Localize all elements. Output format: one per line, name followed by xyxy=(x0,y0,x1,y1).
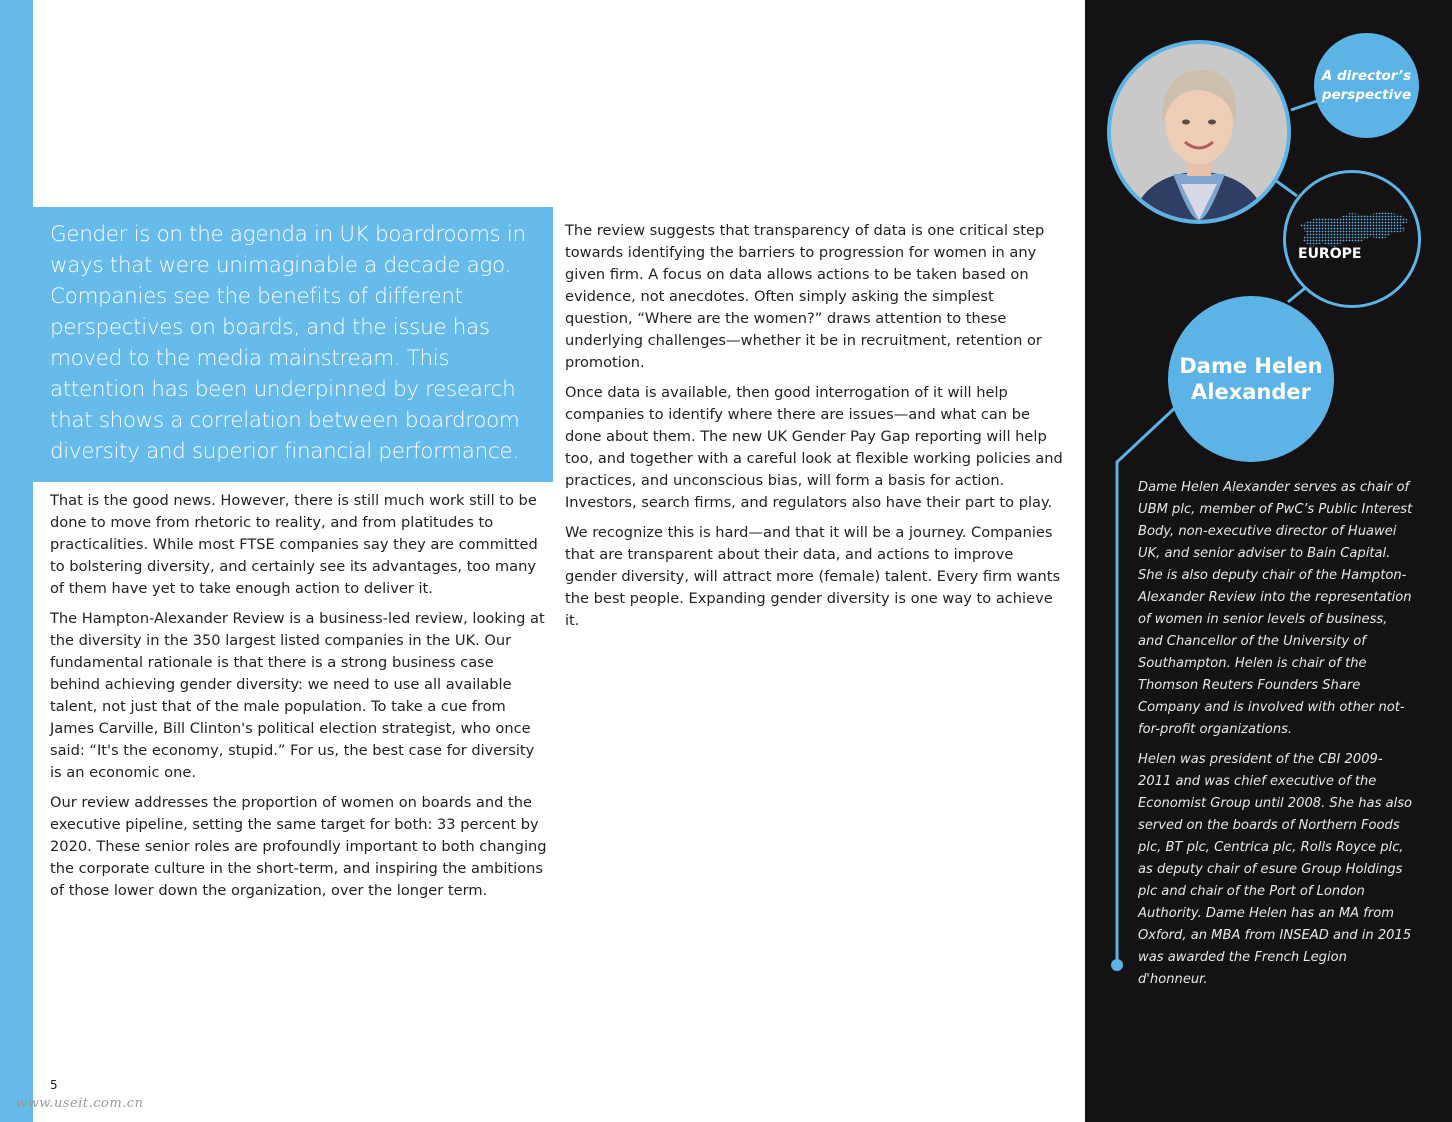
bio-paragraph-2: Helen was president of the CBI 2009-2011 and was chief executive of the Economist Group until 2008. She has also served on the boards of Northern Foods plc, BT plc, Centrica plc, Rolls Royce plc, as deputy chair of esure Group Holdings plc and chair of the Port of London Authority. Dame Helen has an MA from Oxford, an MBA from INSEAD and in 2015 was awarded the French Legion d'honneur. xyxy=(1138,752,1413,987)
left-paragraph-3: Our review addresses the proportion of women on boards and the executive pipeline, setting the same target for both: 33 percent by 2020. These senior roles are profoundly important to both changing the corporate culture in the short-term, and inspiring the ambitions of those lower down the organization, over the longer term. xyxy=(50,794,547,899)
left-column xyxy=(50,490,547,910)
perspective-line-1: A director’s xyxy=(1321,67,1412,84)
perspective-line-2: perspective xyxy=(1321,86,1412,103)
intro-callout xyxy=(33,207,553,482)
portrait-illustration xyxy=(1111,44,1287,220)
middle-paragraph-2: Once data is available, then good interrogation of it will help companies to identify where there are issues—and what can be done about them. The new UK Gender Pay Gap reporting will help too, and together with a careful look at flexible working policies and practices, and unconscious bias, will form a basis for action. Investors, search firms, and regulators also have their part to play. xyxy=(565,384,1063,511)
director-name-bubble xyxy=(1168,296,1334,462)
director-sidebar xyxy=(1085,0,1452,1122)
left-paragraph-1: That is the good news. However, there is still much work still to be done to move from rhetoric to reality, and from platitudes to practicalities. While most FTSE companies say they are committed to bolstering diversity, and certainly see its advantages, too many of them have yet to take enough action to deliver it. xyxy=(50,492,538,597)
region-label: EUROPE xyxy=(1298,246,1362,262)
middle-column xyxy=(565,220,1065,640)
left-paragraph-2: The Hampton-Alexander Review is a business-led review, looking at the diversity in the 350 largest listed companies in the UK. Our fundamental rationale is that there is a strong business case behind achieving gender diversity: we need to use all available talent, not just that of the male population. To take a cue from James Carville, Bill Clinton's political election strategist, who once said: “It's the economy, stupid.” For us, the best case for diversity is an economic one. xyxy=(50,610,545,781)
middle-paragraph-1: The review suggests that transparency of data is one critical step towards identifying the barriers to progression for women in any given firm. A focus on data allows actions to be taken based on evidence, not anecdotes. Often simply asking the simplest question, “Where are the women?” draws attention to these underlying challenges—whether it be in recruitment, retention or promotion. xyxy=(565,222,1045,371)
intro-text: Gender is on the agenda in UK boardrooms in ways that were unimaginable a decade ago. Companies see the benefits of different perspectives on boards, and the issue has moved to the media mainstream. This attention has been underpinned by research that shows a correlation between boardroom diversity and superior financial performance. xyxy=(50,222,526,464)
middle-paragraph-3: We recognize this is hard—and that it will be a journey. Companies that are transparent about their data, and actions to improve gender diversity, will attract more (female) talent. Every firm wants the best people. Expanding gender diversity is one way to achieve it. xyxy=(565,524,1061,629)
region-bubble xyxy=(1283,170,1421,308)
page-number: 5 xyxy=(50,1078,58,1092)
bio-paragraph-1: Dame Helen Alexander serves as chair of UBM plc, member of PwC’s Public Interest Body, non-executive director of Huawei UK, and senior adviser to Bain Capital. She is also deputy chair of the Hampton-Alexander Review into the representation of women in senior levels of business, and Chancellor of the University of Southampton. Helen is chair of the Thomson Reuters Founders Share Company and is involved with other not-for-profit organizations. xyxy=(1138,480,1413,737)
director-bio xyxy=(1138,477,1413,999)
perspective-bubble xyxy=(1314,33,1419,138)
director-portrait xyxy=(1107,40,1291,224)
director-name-line-1: Dame Helen xyxy=(1179,354,1323,378)
left-accent-bar xyxy=(0,0,33,1122)
director-name-line-2: Alexander xyxy=(1191,380,1311,404)
watermark: www.useit.com.cn xyxy=(16,1096,144,1111)
